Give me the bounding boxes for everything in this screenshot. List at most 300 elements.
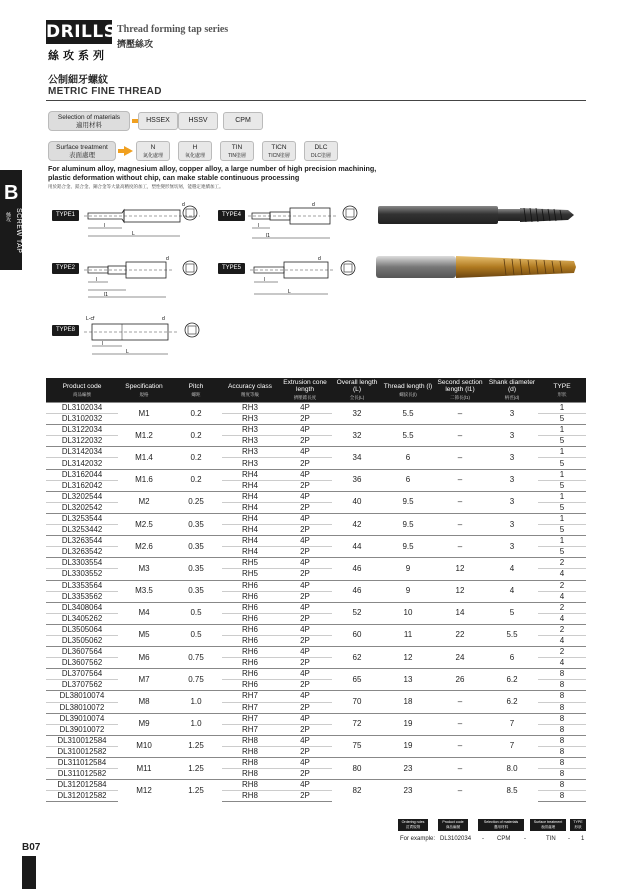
table-cell: 23 (382, 758, 434, 780)
svg-text:L: L (288, 289, 291, 295)
table-row (46, 713, 586, 724)
table-row (46, 403, 586, 414)
table-cell: 4P (278, 758, 332, 769)
table-cell: 11 (382, 624, 434, 646)
cross-section-icon (340, 203, 362, 225)
table-row (46, 513, 586, 524)
table-cell: DL38010072 (46, 702, 118, 713)
table-cell: 4P (278, 780, 332, 791)
table-cell: DL312012584 (46, 780, 118, 791)
table-cell: RH8 (222, 769, 278, 780)
table-cell: DL312012582 (46, 791, 118, 802)
table-cell: 0.2 (170, 447, 222, 469)
series-title: Thread forming tap series (117, 24, 229, 35)
example-sep: - (568, 836, 570, 842)
table-cell: 0.35 (170, 558, 222, 580)
ordering-box: TYPE 形狀 (570, 819, 586, 831)
table-cell: 6 (486, 647, 538, 669)
table-cell: M8 (118, 691, 170, 713)
table-cell: 4P (278, 691, 332, 702)
table-cell: 3 (486, 447, 538, 469)
table-cell: 52 (332, 602, 382, 624)
table-cell: DL3505064 (46, 624, 118, 635)
ordering-box: Product code 商品編號 (438, 819, 468, 831)
table-cell: RH4 (222, 491, 278, 502)
table-cell: 14 (434, 602, 486, 624)
tap-photo-tin (374, 252, 578, 282)
table-cell: 4 (538, 658, 586, 669)
table-cell: 1 (538, 403, 586, 414)
table-row (46, 580, 586, 591)
surface-option: N 氮化處理 (136, 141, 170, 161)
table-row (46, 469, 586, 480)
table-cell: DL3202542 (46, 502, 118, 513)
table-cell: RH6 (222, 624, 278, 635)
type-label: TYPE4 (218, 210, 245, 221)
table-cell: 2P (278, 414, 332, 425)
table-cell: RH4 (222, 469, 278, 480)
table-cell: 8 (538, 780, 586, 791)
table-cell: 5 (538, 502, 586, 513)
cross-section-icon (182, 320, 204, 342)
type8-diagram (82, 312, 182, 358)
table-cell: 9 (382, 558, 434, 580)
table-cell: DL3102032 (46, 414, 118, 425)
table-cell: 4 (486, 558, 538, 580)
table-row (46, 536, 586, 547)
table-row (46, 735, 586, 746)
table-cell: 44 (332, 536, 382, 558)
table-cell: RH6 (222, 602, 278, 613)
table-cell: RH5 (222, 569, 278, 580)
table-cell: 8 (538, 758, 586, 769)
table-row (46, 425, 586, 436)
table-cell: 19 (382, 713, 434, 735)
table-cell: M2 (118, 491, 170, 513)
col-header: Pitch 螺距 (170, 378, 222, 403)
table-cell: RH4 (222, 536, 278, 547)
table-cell: M7 (118, 669, 170, 691)
example-sep: - (482, 836, 484, 842)
table-cell: RH6 (222, 613, 278, 624)
spec-table (46, 378, 586, 802)
table-cell: 5.5 (382, 403, 434, 425)
table-cell: 3 (486, 536, 538, 558)
svg-text:l: l (96, 277, 98, 283)
table-row (46, 647, 586, 658)
table-cell: 4 (538, 635, 586, 646)
table-cell: RH3 (222, 458, 278, 469)
type-label: TYPE2 (52, 263, 79, 274)
table-cell: 4P (278, 558, 332, 569)
table-cell: 4P (278, 513, 332, 524)
table-cell: 12 (382, 647, 434, 669)
table-cell: RH6 (222, 680, 278, 691)
type4-diagram (246, 198, 342, 242)
example-material: CPM (497, 836, 511, 842)
table-cell: 8 (538, 680, 586, 691)
table-cell: 46 (332, 558, 382, 580)
table-cell: 8 (538, 702, 586, 713)
arrow-icon (124, 146, 133, 156)
table-header (46, 378, 586, 403)
table-row (46, 602, 586, 613)
table-cell: M2.6 (118, 536, 170, 558)
series-title-cn: 擠壓絲攻 (117, 39, 154, 49)
table-cell: DL3303554 (46, 558, 118, 569)
table-cell: 5 (538, 458, 586, 469)
table-cell: 9.5 (382, 513, 434, 535)
svg-text:d: d (182, 202, 185, 208)
materials-label: Selection of materials 適用材料 (48, 111, 130, 131)
table-cell: RH6 (222, 669, 278, 680)
table-cell: 8 (538, 713, 586, 724)
type-label: TYPE5 (218, 263, 245, 274)
table-cell: 8 (538, 724, 586, 735)
table-cell: M1 (118, 403, 170, 425)
table-cell: 12 (434, 558, 486, 580)
type5-diagram (248, 254, 338, 300)
table-cell: 2P (278, 680, 332, 691)
table-cell: RH4 (222, 480, 278, 491)
table-cell: DL3607562 (46, 658, 118, 669)
table-cell: 8 (538, 691, 586, 702)
table-cell: DL3162042 (46, 480, 118, 491)
table-cell: RH3 (222, 436, 278, 447)
table-cell: RH8 (222, 791, 278, 802)
table-cell: 4 (538, 613, 586, 624)
example-type: 1 (581, 836, 585, 842)
table-cell: DL310012584 (46, 735, 118, 746)
table-cell: 72 (332, 713, 382, 735)
table-cell: 0.2 (170, 403, 222, 425)
svg-text:l: l (104, 223, 106, 229)
table-cell: 2P (278, 547, 332, 558)
table-cell: DL3142034 (46, 447, 118, 458)
table-row (46, 447, 586, 458)
table-cell: DL311012582 (46, 769, 118, 780)
table-cell: 4P (278, 624, 332, 635)
table-cell: 70 (332, 691, 382, 713)
col-header: Extrusion cone length 擠壓錐長度 (278, 378, 332, 403)
table-cell: DL3102034 (46, 403, 118, 414)
example-sep: - (524, 836, 526, 842)
svg-text:d: d (166, 256, 169, 262)
table-cell: M11 (118, 758, 170, 780)
ordering-rules-box: Ordering rules 訂貨規則 (398, 819, 428, 831)
table-cell: 4P (278, 536, 332, 547)
table-cell: 5 (486, 602, 538, 624)
table-cell: 10 (382, 602, 434, 624)
table-cell: RH8 (222, 746, 278, 757)
table-cell: RH6 (222, 647, 278, 658)
table-cell: 46 (332, 580, 382, 602)
table-cell: 4P (278, 647, 332, 658)
table-cell: 5 (538, 414, 586, 425)
section-title: METRIC FINE THREAD (48, 86, 162, 97)
table-cell: 5 (538, 525, 586, 536)
table-cell: 2P (278, 769, 332, 780)
table-cell: 8 (538, 746, 586, 757)
table-cell: M9 (118, 713, 170, 735)
table-cell: – (434, 403, 486, 425)
table-cell: DL3607564 (46, 647, 118, 658)
table-cell: 4 (538, 569, 586, 580)
table-cell: 1 (538, 536, 586, 547)
tap-photo-dlc (376, 200, 576, 230)
svg-text:l: l (102, 341, 104, 347)
table-cell: DL3405262 (46, 613, 118, 624)
table-cell: RH6 (222, 591, 278, 602)
cross-section-icon (338, 258, 360, 280)
table-cell: 2P (278, 702, 332, 713)
table-cell: 2P (278, 658, 332, 669)
table-cell: 1 (538, 425, 586, 436)
table-cell: 6 (382, 469, 434, 491)
table-cell: 2P (278, 791, 332, 802)
material-option: CPM (223, 112, 263, 130)
footer-bar (22, 856, 36, 889)
table-cell: 3 (486, 513, 538, 535)
surface-option: DLC DLC塗層 (304, 141, 338, 161)
col-header: Accuracy class 精度等級 (222, 378, 278, 403)
table-cell: M1.2 (118, 425, 170, 447)
table-cell: – (434, 691, 486, 713)
table-cell: 8.0 (486, 758, 538, 780)
table-cell: 0.25 (170, 491, 222, 513)
table-row (46, 491, 586, 502)
table-cell: 9.5 (382, 491, 434, 513)
table-cell: 1.25 (170, 735, 222, 757)
svg-text:l: l (264, 277, 266, 283)
table-cell: DL3142032 (46, 458, 118, 469)
surface-label: Surface treatment 表面處理 (48, 141, 116, 161)
table-cell: M6 (118, 647, 170, 669)
type2-diagram (82, 254, 178, 300)
table-cell: DL3162044 (46, 469, 118, 480)
table-cell: 2P (278, 480, 332, 491)
table-cell: – (434, 758, 486, 780)
table-cell: DL3353562 (46, 591, 118, 602)
table-cell: 1 (538, 513, 586, 524)
table-cell: 3 (486, 403, 538, 425)
table-cell: DL3707562 (46, 680, 118, 691)
brand-subtitle: 絲攻系列 (48, 50, 108, 62)
table-cell: 0.35 (170, 580, 222, 602)
table-cell: – (434, 735, 486, 757)
svg-text:L: L (132, 231, 135, 237)
table-cell: RH3 (222, 425, 278, 436)
surface-option: TIN TIN塗層 (220, 141, 254, 161)
table-cell: 0.35 (170, 536, 222, 558)
table-row (46, 558, 586, 569)
table-cell: 12 (434, 580, 486, 602)
table-cell: DL3353564 (46, 580, 118, 591)
table-cell: 2P (278, 613, 332, 624)
type-label: TYPE8 (52, 325, 79, 336)
example-label: For example: (400, 836, 436, 842)
table-cell: 2 (538, 647, 586, 658)
table-cell: 0.2 (170, 425, 222, 447)
table-cell: 24 (434, 647, 486, 669)
table-cell: 2P (278, 569, 332, 580)
table-cell: 75 (332, 735, 382, 757)
table-cell: 4P (278, 580, 332, 591)
table-cell: 9.5 (382, 536, 434, 558)
table-cell: 60 (332, 624, 382, 646)
table-cell: – (434, 469, 486, 491)
table-cell: 3 (486, 425, 538, 447)
table-cell: 65 (332, 669, 382, 691)
table-cell: – (434, 713, 486, 735)
table-cell: RH7 (222, 713, 278, 724)
table-cell: 26 (434, 669, 486, 691)
table-row (46, 691, 586, 702)
table-cell: 2 (538, 558, 586, 569)
table-cell: 2P (278, 525, 332, 536)
table-cell: 4P (278, 425, 332, 436)
table-cell: RH7 (222, 724, 278, 735)
table-cell: 18 (382, 691, 434, 713)
surface-option: H 氧化處理 (178, 141, 212, 161)
table-cell: 8 (538, 769, 586, 780)
table-cell: 7 (486, 713, 538, 735)
table-cell: 6.2 (486, 669, 538, 691)
brand-logo: DRILLS (46, 22, 117, 42)
table-cell: RH4 (222, 525, 278, 536)
table-cell: 5 (538, 436, 586, 447)
table-cell: 4P (278, 447, 332, 458)
table-cell: M3.5 (118, 580, 170, 602)
page-number: B07 (22, 842, 41, 853)
side-tab-letter: B (4, 182, 19, 204)
table-cell: 5 (538, 547, 586, 558)
table-cell: DL39010072 (46, 724, 118, 735)
table-cell: 0.75 (170, 669, 222, 691)
material-option: HSSEX (138, 112, 178, 130)
table-cell: RH4 (222, 502, 278, 513)
table-cell: 4P (278, 713, 332, 724)
section-title-cn: 公制細牙螺紋 (48, 75, 108, 86)
description: For aluminum alloy, magnesium alloy, copper alloy, a large number of high precision machining, plastic deformation without chip, can make stable continuous processing (48, 164, 377, 182)
table-cell: 32 (332, 425, 382, 447)
table-cell: 2P (278, 724, 332, 735)
table-cell: 1.0 (170, 713, 222, 735)
table-cell: DL3122032 (46, 436, 118, 447)
table-cell: RH7 (222, 691, 278, 702)
table-cell: 0.35 (170, 513, 222, 535)
table-cell: 82 (332, 780, 382, 802)
table-cell: 13 (382, 669, 434, 691)
table-cell: RH6 (222, 658, 278, 669)
svg-text:L-cf: L-cf (86, 316, 95, 322)
table-cell: 1.25 (170, 780, 222, 802)
table-cell: 22 (434, 624, 486, 646)
side-tab-label: SCREW TAP (15, 208, 22, 254)
table-cell: 1 (538, 447, 586, 458)
table-cell: RH8 (222, 735, 278, 746)
table-cell: 8 (538, 791, 586, 802)
table-cell: M12 (118, 780, 170, 802)
divider (46, 100, 586, 101)
table-cell: M4 (118, 602, 170, 624)
table-cell: RH7 (222, 702, 278, 713)
table-row (46, 780, 586, 791)
table-cell: 19 (382, 735, 434, 757)
table-cell: 34 (332, 447, 382, 469)
table-cell: RH8 (222, 780, 278, 791)
table-cell: 5 (538, 480, 586, 491)
table-cell: 1.25 (170, 758, 222, 780)
table-cell: 1.0 (170, 691, 222, 713)
table-cell: 5.5 (486, 624, 538, 646)
table-cell: 36 (332, 469, 382, 491)
table-cell: M1.4 (118, 447, 170, 469)
table-cell: DL3263544 (46, 536, 118, 547)
table-cell: M1.6 (118, 469, 170, 491)
table-cell: 42 (332, 513, 382, 535)
table-cell: 2P (278, 502, 332, 513)
table-cell: 4P (278, 602, 332, 613)
table-cell: 4P (278, 669, 332, 680)
table-cell: DL3122034 (46, 425, 118, 436)
table-cell: 3 (486, 491, 538, 513)
table-cell: 2P (278, 458, 332, 469)
table-cell: 2P (278, 746, 332, 757)
table-cell: M2.5 (118, 513, 170, 535)
col-header: Thread length (l) 螺紋長(l) (382, 378, 434, 403)
table-cell: 4P (278, 491, 332, 502)
table-cell: – (434, 513, 486, 535)
table-cell: DL39010074 (46, 713, 118, 724)
table-cell: DL3253544 (46, 513, 118, 524)
table-cell: 40 (332, 491, 382, 513)
table-cell: 6 (382, 447, 434, 469)
table-cell: RH4 (222, 547, 278, 558)
col-header: TYPE 形狀 (538, 378, 586, 403)
table-cell: 7 (486, 735, 538, 757)
table-cell: 9 (382, 580, 434, 602)
table-cell: 3 (486, 469, 538, 491)
svg-text:l1: l1 (104, 292, 108, 298)
table-cell: DL38010074 (46, 691, 118, 702)
table-cell: 4P (278, 403, 332, 414)
type-label: TYPE1 (52, 210, 79, 221)
table-cell: 2P (278, 436, 332, 447)
col-header: Specification 規格 (118, 378, 170, 403)
table-cell: DL3303552 (46, 569, 118, 580)
table-cell: – (434, 425, 486, 447)
table-cell: 0.5 (170, 602, 222, 624)
table-cell: – (434, 780, 486, 802)
table-cell: 4P (278, 469, 332, 480)
table-cell: DL3408064 (46, 602, 118, 613)
table-cell: 4 (538, 591, 586, 602)
table-cell: – (434, 447, 486, 469)
table-cell: 2 (538, 580, 586, 591)
svg-text:L: L (126, 349, 129, 355)
table-cell: – (434, 536, 486, 558)
table-cell: 0.5 (170, 624, 222, 646)
cross-section-icon (180, 203, 202, 225)
table-cell: RH5 (222, 558, 278, 569)
table-cell: – (434, 491, 486, 513)
ordering-box: Selection of materials 選用材料 (478, 819, 524, 831)
table-cell: 4P (278, 735, 332, 746)
example-code: DL3102034 (440, 836, 472, 842)
table-cell: RH3 (222, 414, 278, 425)
surface-option: TICN TICN塗層 (262, 141, 296, 161)
